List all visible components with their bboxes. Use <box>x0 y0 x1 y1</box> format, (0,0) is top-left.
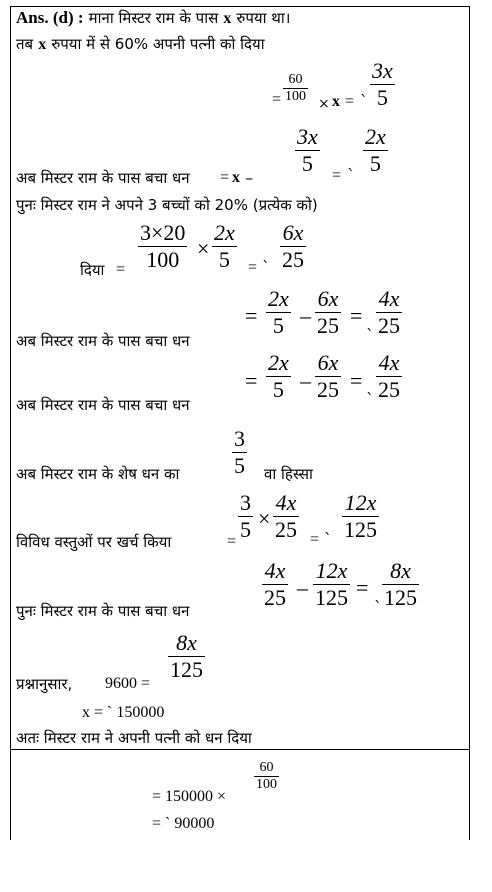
remain3-label: पुनः मिस्टर राम के पास बचा धन <box>16 602 190 620</box>
given-times: × <box>197 236 210 261</box>
remain1-num-2: 6x <box>317 286 339 311</box>
remain2-num-1: 2x <box>268 350 289 375</box>
remaining-num-2: 2x <box>365 124 386 149</box>
eq1-den: 100 <box>285 89 306 104</box>
spent-eq-2: = <box>310 531 320 548</box>
remain3-den-3: 125 <box>384 585 417 610</box>
remain2-eq-2: = <box>350 368 363 393</box>
remain1-den-2: 25 <box>317 313 339 338</box>
remain1-fraction-3 <box>376 286 402 339</box>
spent-times: × <box>258 506 271 531</box>
eq1-equals-2: = <box>345 93 355 110</box>
final-eq-a: = 150000 × <box>152 788 227 805</box>
given-num-2: 2x <box>214 220 235 245</box>
given-fraction-3 <box>280 220 306 273</box>
remain2-num-2: 6x <box>317 350 339 375</box>
remain2-eq: = <box>245 368 258 393</box>
answer-label: Ans. (d) : <box>16 8 84 27</box>
line1-text: माना मिस्टर राम के पास <box>88 9 219 27</box>
spent-fraction-2 <box>273 490 299 543</box>
eq1-equals: = <box>272 91 282 108</box>
final-fraction <box>254 760 279 793</box>
remain3-fraction-3 <box>382 558 419 611</box>
remain3-num-1: 4x <box>264 558 286 583</box>
remaining-den-1: 5 <box>301 151 313 176</box>
remain1-rupee: ` <box>366 326 374 345</box>
question-label: प्रश्नानुसार, <box>16 675 73 693</box>
given-fraction-1 <box>138 220 187 273</box>
given-eq-2: = <box>248 259 258 276</box>
eq1-fraction-60-100 <box>283 72 308 105</box>
answer-line-1 <box>16 8 290 29</box>
spent-eq: = <box>227 533 237 550</box>
remain2-num-3: 4x <box>378 350 400 375</box>
remaining-after-wife-label: अब मिस्टर राम के पास बचा धन <box>16 169 190 187</box>
line1-text2: रुपया था। <box>236 9 291 27</box>
eq1-result-fraction <box>370 58 395 111</box>
spent-fraction-3 <box>342 490 379 543</box>
remain2-rupee: ` <box>366 390 374 409</box>
share-line-a: अब मिस्टर राम के शेष धन का <box>16 465 180 483</box>
line2-x: x <box>38 36 47 53</box>
remaining-x: x <box>232 169 240 186</box>
given-den-1: 100 <box>146 247 180 272</box>
remaining-fraction-2 <box>363 124 388 177</box>
remain1-num-3: 4x <box>378 286 400 311</box>
remaining-rupee: ` <box>347 166 355 185</box>
given-eq: = <box>116 261 126 278</box>
question-num: 8x <box>176 630 197 655</box>
line2-a: तब <box>16 35 34 53</box>
given-rupee: ` <box>262 258 270 277</box>
final-den: 100 <box>256 777 277 792</box>
final-line: अतः मिस्टर राम ने अपनी पत्नी को धन दिया <box>16 729 252 747</box>
remain1-den-1: 5 <box>272 313 284 338</box>
given-num-1: 3×20 <box>140 220 186 245</box>
final-eq-b: = ` 90000 <box>152 815 215 832</box>
remain3-fraction-1 <box>262 558 288 611</box>
remaining-fraction-1 <box>295 124 320 177</box>
spent-den-3: 125 <box>344 517 377 542</box>
remain2-label: अब मिस्टर राम के पास बचा धन <box>16 396 190 414</box>
spent-num-3: 12x <box>344 490 377 515</box>
remain2-fraction-3 <box>376 350 402 403</box>
eq1-num: 60 <box>288 72 303 87</box>
eq1-times: × <box>318 96 330 112</box>
spent-den-2: 25 <box>275 517 297 542</box>
remain2-fraction-1 <box>266 350 291 403</box>
remain2-den-2: 25 <box>317 377 339 402</box>
spent-rupee: ` <box>324 530 332 549</box>
remain3-den-1: 25 <box>264 585 286 610</box>
remain1-eq: = <box>245 303 258 328</box>
spent-den-1: 5 <box>240 517 251 542</box>
spent-fraction-1 <box>238 490 253 543</box>
remaining-eq-2: = <box>332 167 342 184</box>
remain3-rupee: ` <box>374 598 382 617</box>
remain2-den-3: 25 <box>378 377 400 402</box>
remaining-minus: – <box>245 168 253 187</box>
given-den-3: 25 <box>282 247 304 272</box>
spent-num-2: 4x <box>275 490 297 515</box>
share-den: 5 <box>234 453 245 478</box>
remaining-eq: = <box>220 169 230 186</box>
remain3-eq-2: = <box>356 575 369 600</box>
remain1-fraction-1 <box>266 286 291 339</box>
remain1-fraction-2 <box>315 286 341 339</box>
given-fraction-2 <box>212 220 237 273</box>
remain2-den-1: 5 <box>272 377 284 402</box>
remaining-den-2: 5 <box>369 151 381 176</box>
x-value: x = ` 150000 <box>82 704 165 721</box>
remain3-minus: – <box>297 575 308 600</box>
line1-x: x <box>223 10 232 27</box>
question-value: 9600 = <box>105 675 151 692</box>
question-den: 125 <box>170 657 203 682</box>
remain1-eq-2: = <box>350 303 363 328</box>
spent-num-1: 3 <box>240 490 251 515</box>
eq1-x: x <box>332 93 340 110</box>
remain1-den-3: 25 <box>378 313 400 338</box>
remain1-minus: – <box>300 303 311 328</box>
share-line-b: वा हिस्सा <box>264 465 313 483</box>
line2-b: रुपया में से 60% अपनी पत्नी को दिया <box>51 35 265 53</box>
remain3-num-2: 12x <box>315 558 348 583</box>
remain1-num-1: 2x <box>268 286 289 311</box>
remain2-fraction-2 <box>315 350 341 403</box>
answer-line-2 <box>16 34 265 55</box>
given-label: दिया <box>80 261 105 279</box>
eq1-result-den: 5 <box>376 85 388 110</box>
children-line: पुनः मिस्टर राम ने अपने 3 बच्चों को 20% (प्रत्येक को) <box>16 196 318 214</box>
question-fraction <box>168 630 205 683</box>
spent-label: विविध वस्तुओं पर खर्च किया <box>16 533 172 551</box>
share-fraction <box>232 426 247 479</box>
remaining-num-1: 3x <box>297 124 318 149</box>
share-num: 3 <box>234 426 245 451</box>
given-num-3: 6x <box>282 220 304 245</box>
rupee-symbol: ` <box>360 92 368 111</box>
given-den-2: 5 <box>218 247 230 272</box>
remain3-fraction-2 <box>313 558 350 611</box>
remain1-label: अब मिस्टर राम के पास बचा धन <box>16 332 190 350</box>
answer-box-continued <box>10 750 470 840</box>
eq1-result-num: 3x <box>372 58 393 83</box>
remain2-minus: – <box>300 368 311 393</box>
remain3-den-2: 125 <box>315 585 348 610</box>
remain3-num-3: 8x <box>390 558 411 583</box>
final-num: 60 <box>259 760 274 775</box>
